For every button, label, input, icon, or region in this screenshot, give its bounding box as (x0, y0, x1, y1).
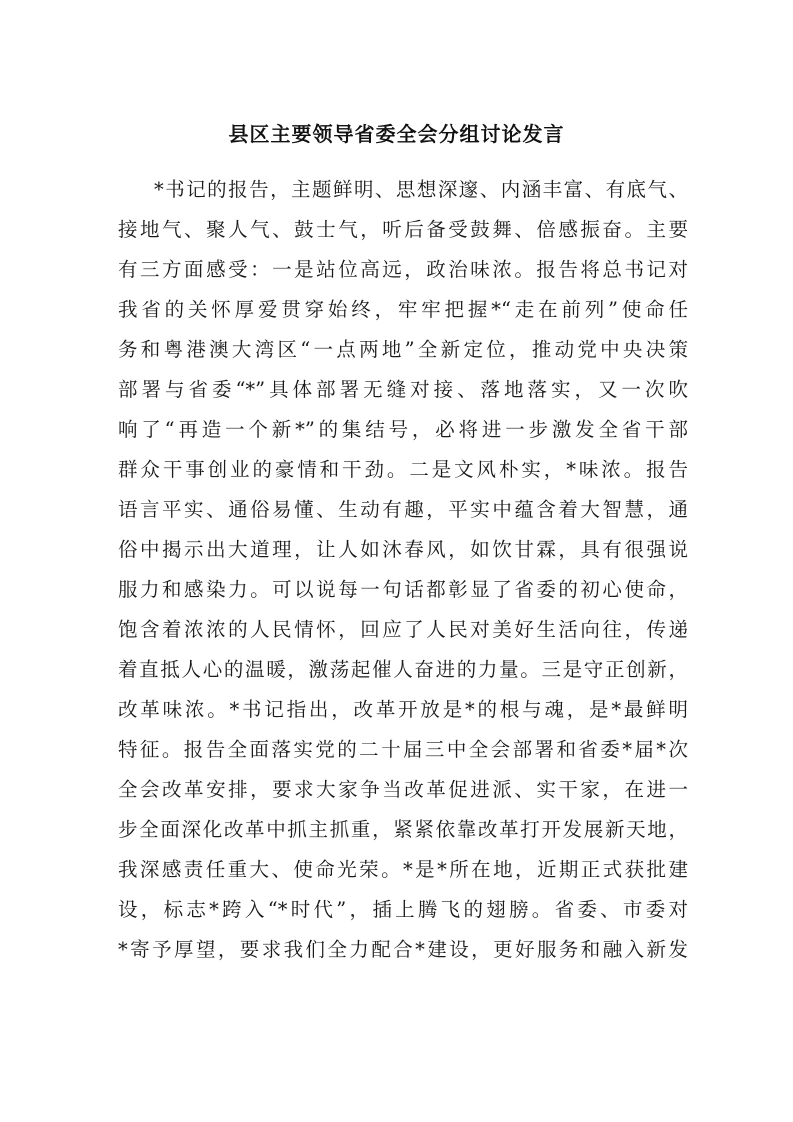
body-line: *书记的报告，主题鲜明、思想深邃、内涵丰富、有底气、 (154, 178, 688, 201)
body-line: 有三方面感受：一是站位高远，政治味浓。报告将总书记对 (118, 258, 688, 281)
body-line: 改革味浓。*书记指出，改革开放是*的根与魂，是*最鲜明 (118, 698, 688, 721)
body-line: 服力和感染力。可以说每一句话都彰显了省委的初心使命， (118, 578, 688, 601)
body-line: 我省的关怀厚爱贯穿始终，牢牢把握*“走在前列”使命任 (118, 298, 688, 321)
body-line: 群众干事创业的豪情和干劲。二是文风朴实，*味浓。报告 (118, 458, 688, 481)
body-line: 设，标志*跨入“*时代”，插上腾飞的翅膀。省委、市委对 (118, 898, 688, 921)
body-line: 响了“再造一个新*”的集结号，必将进一步激发全省干部 (118, 418, 688, 441)
body-line: 全会改革安排，要求大家争当改革促进派、实干家，在进一 (118, 778, 688, 801)
document-body (118, 170, 688, 970)
body-line: 步全面深化改革中抓主抓重，紧紧依靠改革打开发展新天地， (118, 818, 688, 841)
body-line: 特征。报告全面落实党的二十届三中全会部署和省委*届*次 (118, 738, 688, 761)
document-title: 县区主要领导省委全会分组讨论发言 (228, 122, 565, 146)
body-line: 务和粤港澳大湾区“一点两地”全新定位，推动党中央决策 (118, 338, 688, 361)
body-line: 部署与省委“*”具体部署无缝对接、落地落实，又一次吹 (118, 378, 688, 401)
body-line: 我深感责任重大、使命光荣。*是*所在地，近期正式获批建 (118, 858, 688, 881)
body-line: 俗中揭示出大道理，让人如沐春风，如饮甘霖，具有很强说 (118, 538, 688, 561)
body-line: 饱含着浓浓的人民情怀，回应了人民对美好生活向往，传递 (118, 618, 688, 641)
body-line: 着直抵人心的温暖，激荡起催人奋进的力量。三是守正创新， (118, 658, 688, 681)
body-line: *寄予厚望，要求我们全力配合*建设，更好服务和融入新发 (118, 938, 688, 961)
body-line: 语言平实、通俗易懂、生动有趣，平实中蕴含着大智慧，通 (118, 498, 688, 521)
body-line: 接地气、聚人气、鼓士气，听后备受鼓舞、倍感振奋。主要 (118, 218, 688, 241)
